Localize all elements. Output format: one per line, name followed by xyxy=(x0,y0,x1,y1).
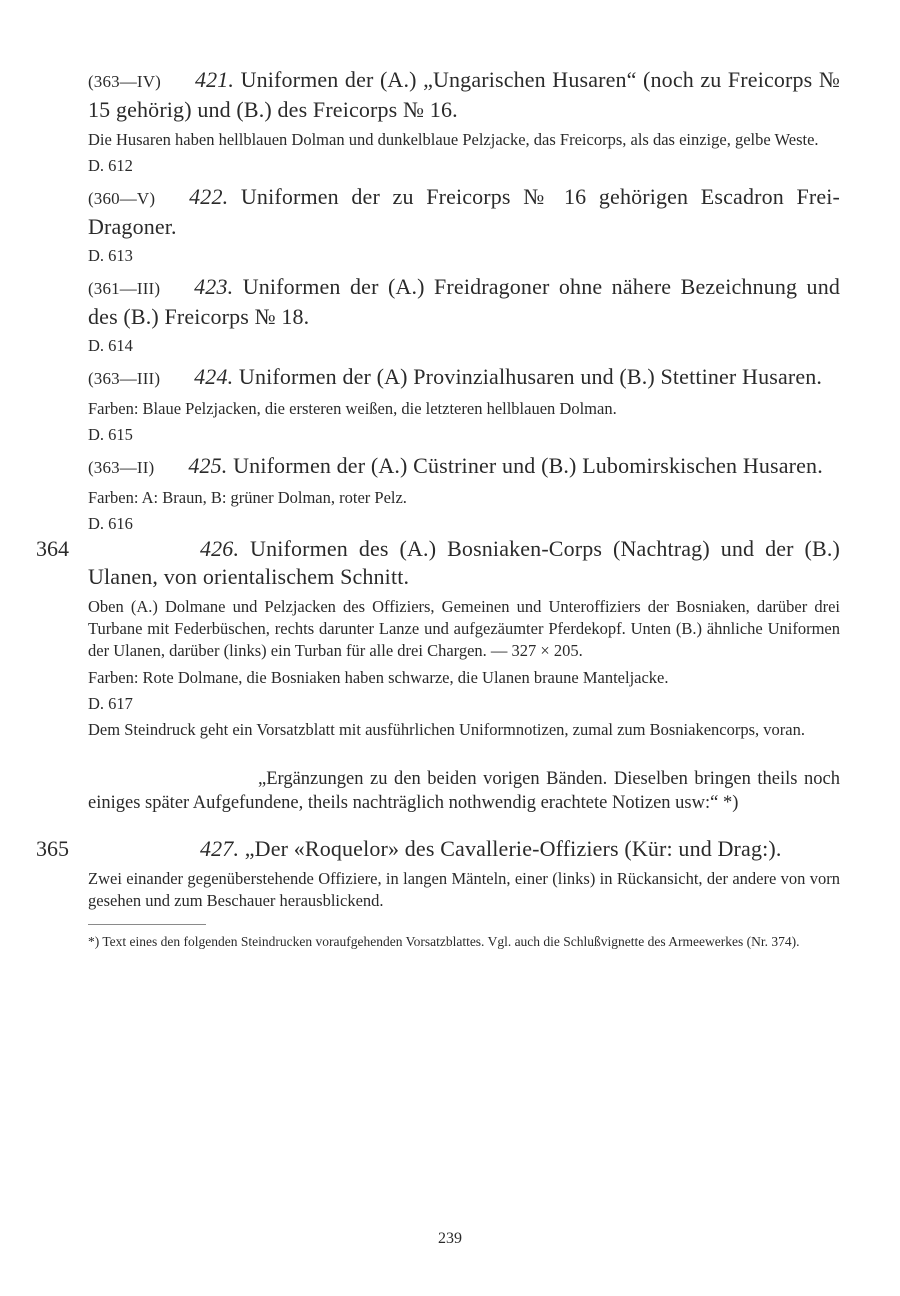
margin-number: 364 xyxy=(36,536,69,561)
entry-number: 426. xyxy=(200,536,240,561)
entry-number: 424. xyxy=(194,364,234,389)
entry-colors: Farben: Rote Dolmane, die Bosniaken haben schwarze, die Ulanen braune Manteljacke. xyxy=(88,668,669,687)
entry-number: 421. xyxy=(194,67,235,92)
entry-title: „Der «Roquelor» des Cavallerie-Offiziers (Kür: und Drag:). xyxy=(244,836,782,861)
entry-424 xyxy=(88,363,840,446)
entry-description: Farben: Blaue Pelzjacken, die ersteren weißen, die letzteren hellblauen Dolman. xyxy=(88,399,617,418)
footnote-divider xyxy=(88,924,206,925)
footnote: *) Text eines den folgenden Steindrucken voraufgehenden Vorsatzblattes. Vgl. auch die Schlußvignette des Armeewerkes (Nr. 374). xyxy=(88,934,800,949)
entry-427 xyxy=(36,835,840,912)
supplement-quote: „Ergänzungen zu den beiden vorigen Bänden. Dieselben bringen theils noch einiges später Aufgefundene, theils nachträglich nothwendig erachtete Notizen usw:“ *) xyxy=(88,769,840,813)
entry-ref: (363—II) xyxy=(88,458,155,477)
entry-d-reference: D. 616 xyxy=(88,514,133,533)
entry-description: Zwei einander gegenüberstehende Offiziere, in langen Mänteln, einer (links) in Rückansicht, der andere von vorn gesehen und zum Beschauer herausblickend. xyxy=(88,869,840,910)
entry-title: Uniformen der zu Freicorps № 16 gehörigen Escadron Frei-Dragoner. xyxy=(88,184,840,239)
entry-title: Uniformen der (A.) Freidragoner ohne nähere Bezeichnung und des (B.) Freicorps № 18. xyxy=(88,274,841,329)
entry-d-reference: D. 613 xyxy=(88,246,133,265)
entry-422 xyxy=(88,183,840,267)
entry-note: Dem Steindruck geht ein Vorsatzblatt mit ausführlichen Uniformnotizen, zumal zum Bosniakencorps, voran. xyxy=(88,720,805,739)
entry-number: 427. xyxy=(200,836,240,861)
entry-title: Uniformen des (A.) Bosniaken-Corps (Nachtrag) und der (B.) Ulanen, von orientalischem Schnitt. xyxy=(88,536,840,589)
entry-ref: (363—III) xyxy=(88,369,161,388)
entry-d-reference: D. 612 xyxy=(88,156,133,175)
entry-ref: (360—V) xyxy=(88,189,156,208)
entry-description: Farben: A: Braun, B: grüner Dolman, roter Pelz. xyxy=(88,488,407,507)
entry-ref: (363—IV) xyxy=(88,72,161,91)
entry-description: Die Husaren haben hellblauen Dolman und dunkelblaue Pelzjacke, das Freicorps, als das einzige, gelbe Weste. xyxy=(88,130,819,149)
entry-426 xyxy=(36,535,840,741)
entry-d-reference: D. 615 xyxy=(88,425,133,444)
entry-425 xyxy=(88,452,840,535)
page-number: 239 xyxy=(438,1230,462,1247)
entry-423 xyxy=(88,273,840,357)
entry-number: 422. xyxy=(189,184,229,209)
entry-421 xyxy=(88,66,840,177)
entry-title: Uniformen der (A.) Cüstriner und (B.) Lubomirskischen Husaren. xyxy=(233,453,823,478)
entry-description: Oben (A.) Dolmane und Pelzjacken des Offiziers, Gemeinen und Unteroffiziers der Bosniaken, darüber drei Turbane mit Federbüschen, rechts darunter Lanze und aufgezäumter Pferdekopf. Unten (B.) ähnliche Uniformen der Ulanen, darüber (links) ein Turban für alle drei Chargen. — 327 × 205. xyxy=(88,597,840,660)
page-body xyxy=(36,66,841,950)
entry-number: 425. xyxy=(188,453,228,478)
margin-number: 365 xyxy=(36,836,69,861)
entry-d-reference: D. 617 xyxy=(88,694,133,713)
entry-d-reference: D. 614 xyxy=(88,336,133,355)
entry-ref: (361—III) xyxy=(88,279,161,298)
entry-title: Uniformen der (A.) „Ungarischen Husaren“ (noch zu Freicorps № 15 gehörig) und (B.) des Freicorps № 16. xyxy=(88,67,840,122)
entry-number: 423. xyxy=(194,274,234,299)
entry-title: Uniformen der (A) Provinzialhusaren und (B.) Stettiner Husaren. xyxy=(238,364,823,389)
